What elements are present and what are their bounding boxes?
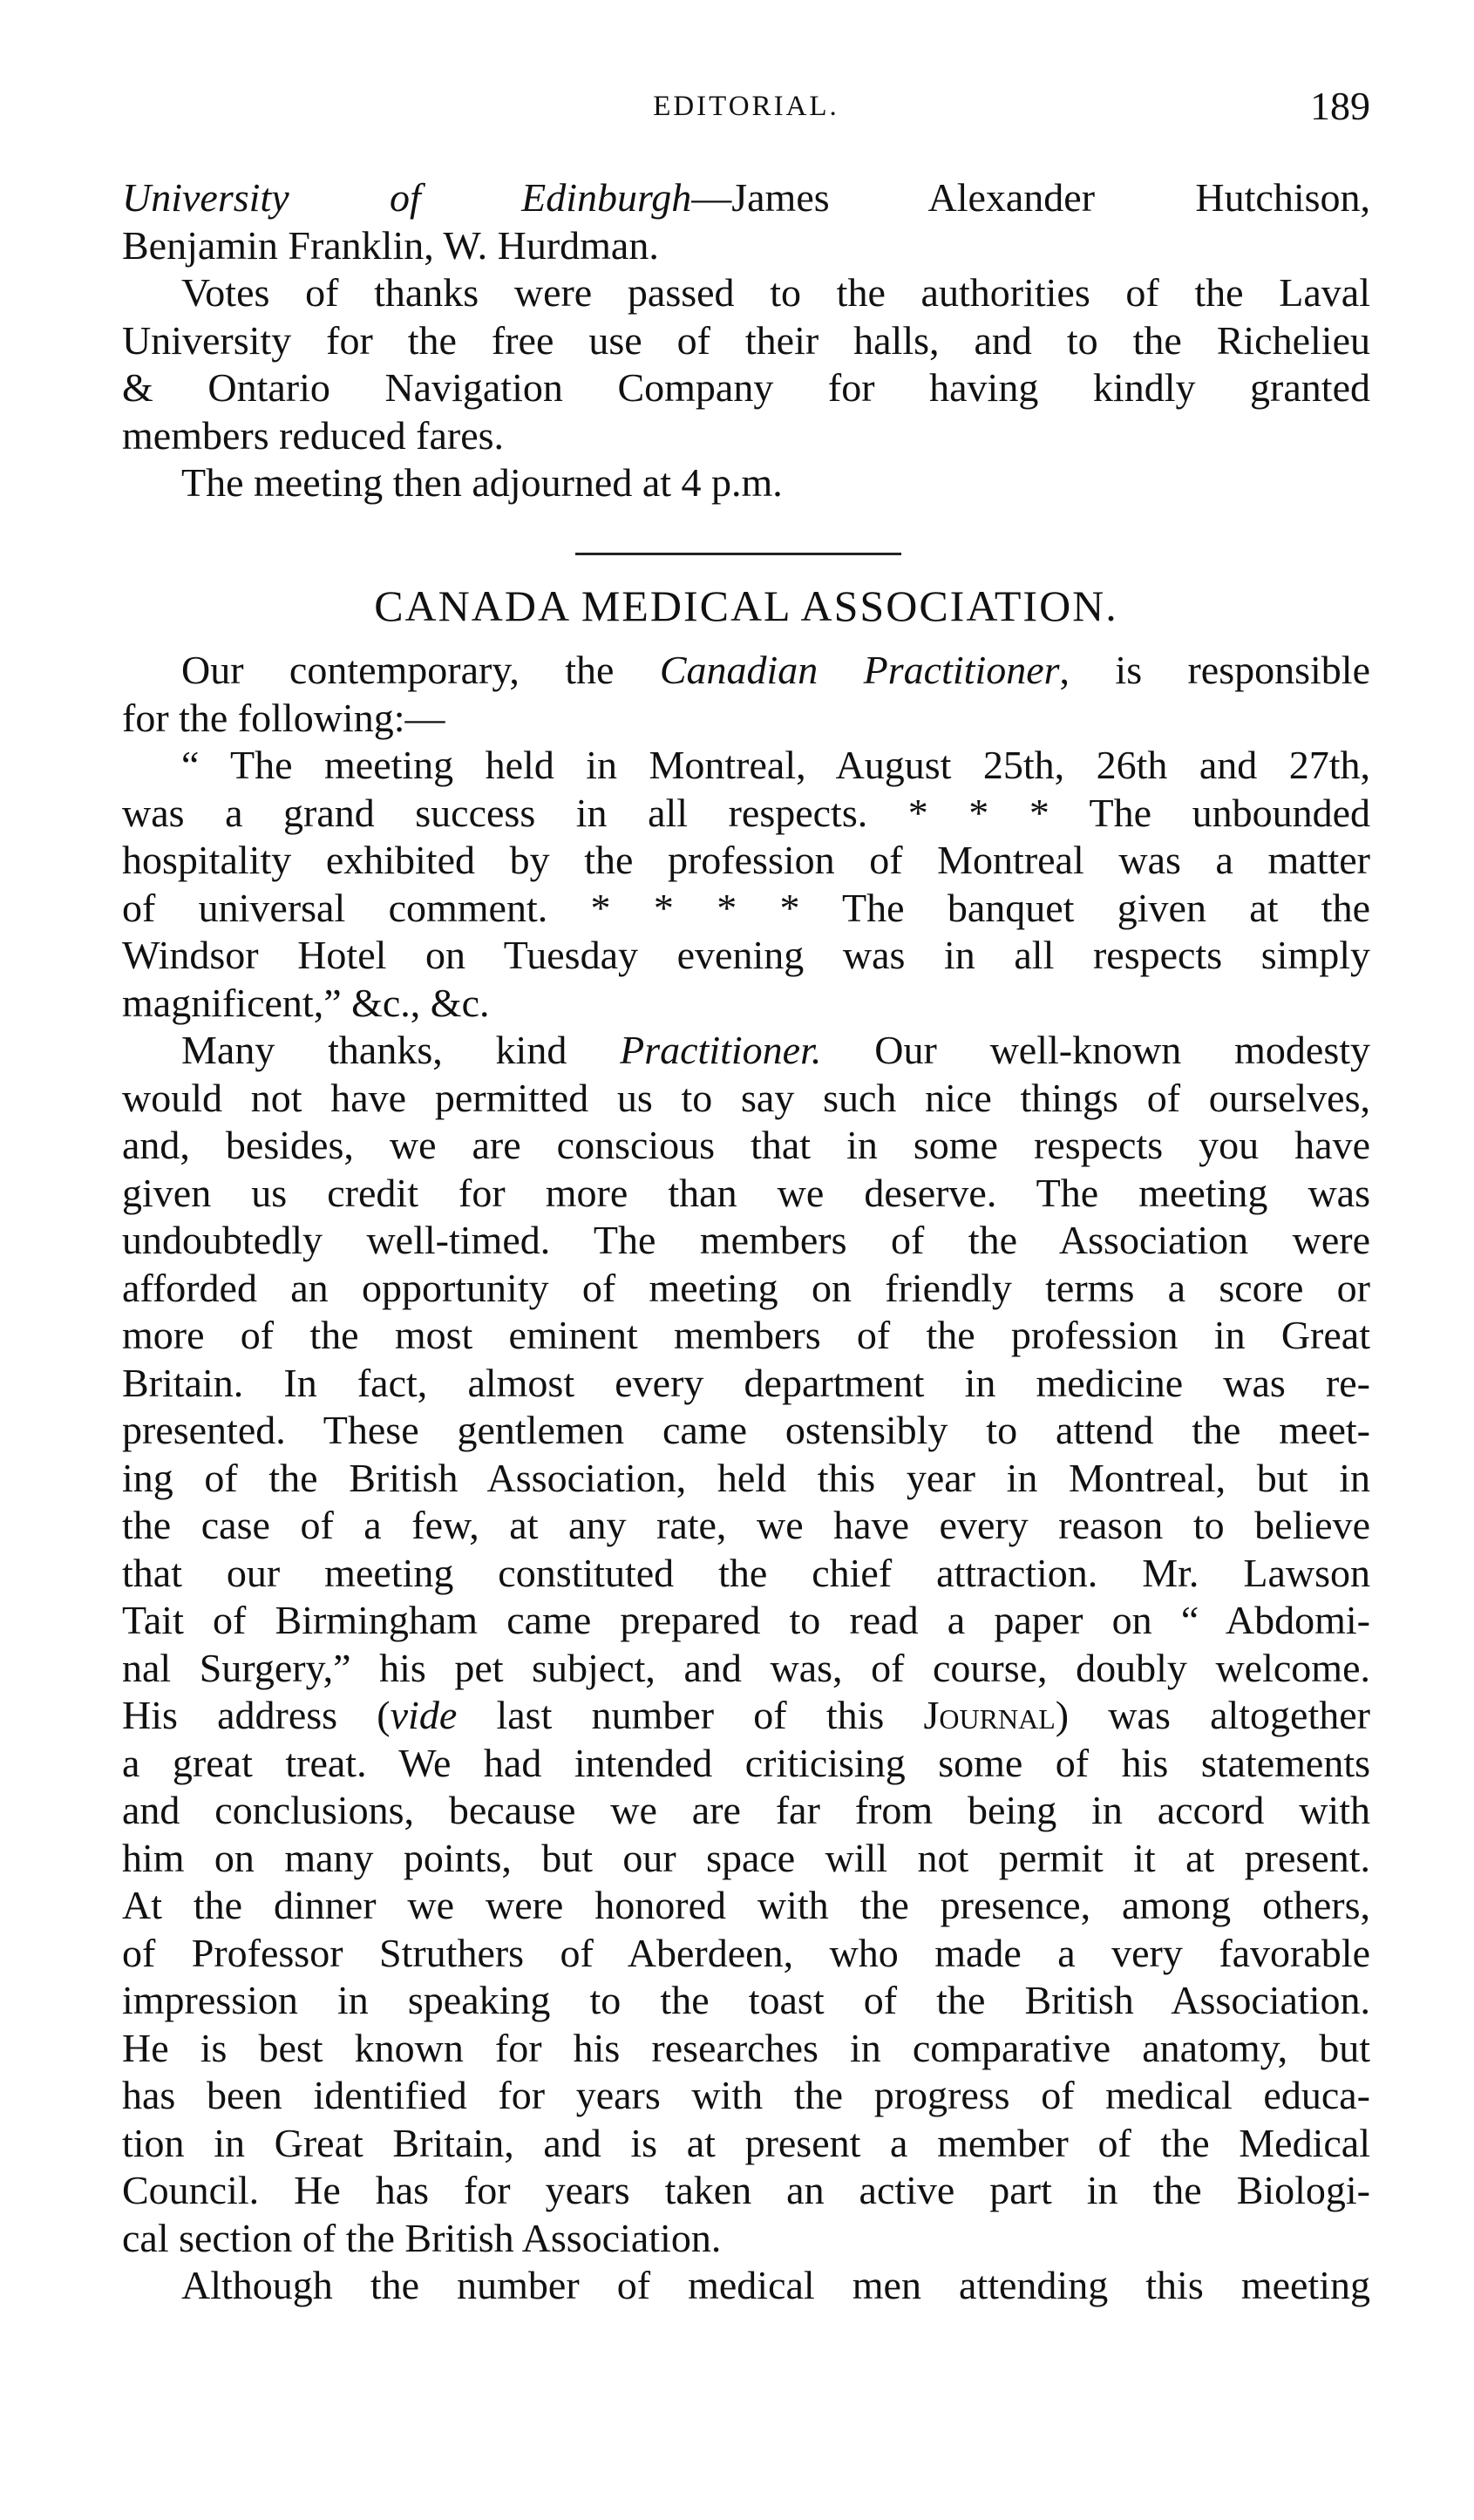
- text-line: & Ontario Navigation Company for having kindly granted: [122, 365, 1370, 410]
- section-divider: [575, 553, 901, 555]
- text-line: the case of a few, at any rate, we have every reason to believe: [122, 1503, 1370, 1547]
- text-line: and, besides, we are conscious that in some respects you have: [122, 1123, 1370, 1167]
- text-line: Votes of thanks were passed to the authorities of the Laval: [181, 270, 1370, 315]
- text-line: members reduced fares.: [122, 412, 505, 458]
- previous-section-end: [122, 174, 1370, 507]
- text-line: Our contemporary, the Canadian Practitioner, is responsible: [181, 648, 1370, 692]
- quote-line: of universal comment. * * * * The banquet given at the: [122, 885, 1370, 930]
- text-line: of Professor Struthers of Aberdeen, who made a very favorable: [122, 1930, 1370, 1975]
- text-line: for the following:—: [122, 695, 445, 740]
- journal-title: Practitioner.: [620, 1028, 822, 1072]
- text-line: undoubtedly well-timed. The members of the Association were: [122, 1218, 1370, 1262]
- text-line: a great treat. We had intended criticising some of his statements: [122, 1740, 1370, 1785]
- text-line: and conclusions, because we are far from being in accord with: [122, 1788, 1370, 1832]
- page-header: [122, 80, 1370, 132]
- text-line: presented. These gentlemen came ostensibly to attend the meet-: [122, 1408, 1370, 1452]
- section-heading: CANADA MEDICAL ASSOCIATION.: [374, 581, 1118, 630]
- text-line: Britain. In fact, almost every department in medicine was re-: [122, 1360, 1370, 1405]
- text-line: ing of the British Association, held this year in Montreal, but in: [122, 1455, 1370, 1500]
- text-line: Many thanks, kind Practitioner. Our well-known modesty: [181, 1028, 1370, 1072]
- text-line: afforded an opportunity of meeting on friendly terms a score or: [122, 1265, 1370, 1310]
- institution-name: University of Edinburgh: [122, 175, 692, 220]
- text-line: Tait of Birmingham came prepared to read a paper on “ Abdomi-: [122, 1598, 1370, 1642]
- journal-title: Canadian Practitioner: [659, 648, 1060, 692]
- quote-line: hospitality exhibited by the profession of Montreal was a matter: [122, 838, 1370, 882]
- text-line: He is best known for his researches in comparative anatomy, but: [122, 2025, 1370, 2070]
- text-line: given us credit for more than we deserve. The meeting was: [122, 1170, 1370, 1215]
- text-line: At the dinner we were honored with the presence, among others,: [122, 1883, 1370, 1927]
- text-line: University of Edinburgh—James Alexander Hutchison,: [122, 175, 1371, 220]
- text-line: that our meeting constituted the chief attraction. Mr. Lawson: [122, 1550, 1370, 1595]
- text-line: impression in speaking to the toast of the British Association.: [122, 1978, 1370, 2022]
- quote-line: was a grand success in all respects. * * * The unbounded: [122, 790, 1370, 835]
- running-head: EDITORIAL.: [653, 91, 839, 122]
- text-line: nal Surgery,” his pet subject, and was, of course, doubly welcome.: [122, 1645, 1370, 1690]
- text-line: cal section of the British Association.: [122, 2215, 722, 2260]
- text-line: would not have permitted us to say such nice things of ourselves,: [122, 1075, 1370, 1120]
- quote-line: “ The meeting held in Montreal, August 25th, 26th and 27th,: [181, 743, 1370, 787]
- text-line: more of the most eminent members of the profession in Great: [122, 1313, 1370, 1357]
- text-line: has been identified for years with the progress of medical educa-: [122, 2073, 1370, 2117]
- page-number: 189: [1310, 84, 1370, 128]
- text-line: University for the free use of their halls, and to the Richelieu: [122, 317, 1370, 363]
- journal-name: Journal: [923, 1693, 1056, 1737]
- text-line: His address (vide last number of this Journal) was altogether: [122, 1693, 1370, 1737]
- article-body: [122, 647, 1370, 2310]
- text-line: Benjamin Franklin, W. Hurdman.: [122, 222, 659, 268]
- quote-line: Windsor Hotel on Tuesday evening was in all respects simply: [122, 933, 1370, 977]
- quote-line: magnificent,” &c., &c.: [122, 980, 490, 1025]
- text-line: The meeting then adjourned at 4 p.m.: [181, 460, 783, 505]
- text-line: tion in Great Britain, and is at present a member of the Medical: [122, 2120, 1370, 2165]
- text-line: Although the number of medical men attending this meeting: [181, 2263, 1370, 2307]
- text-line: him on many points, but our space will not permit it at present.: [122, 1835, 1370, 1880]
- text-line: Council. He has for years taken an active part in the Biologi-: [122, 2168, 1370, 2212]
